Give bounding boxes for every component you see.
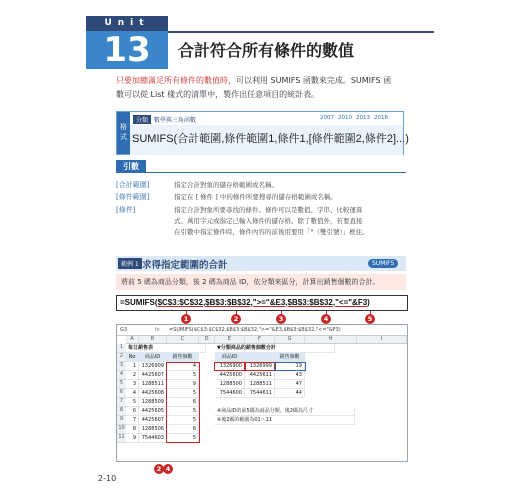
syntax-label: 格式 [117,112,130,154]
table-cell: 4425607 [139,371,167,380]
row-header: 6 [117,389,126,398]
right-table-header [245,353,275,362]
formula-part: $B$3:$B$32 [287,298,333,307]
table-cell: 3 [126,380,139,389]
formula-part: "<="&F3 [335,298,368,307]
arg-name: [條件] [116,206,136,214]
range-highlight-b [166,362,200,443]
column-header: I [357,336,407,344]
table-cell: 4425611 [245,371,275,380]
column-header: F [245,336,275,344]
category-badge: 分類 [133,115,151,124]
intro-line2: 數可以從 List 樣式的清單中，製作出任意項目的統計表。 [116,90,320,99]
row-header: 10 [117,425,126,434]
intro-rest: ，可以利用 SUMIFS 函數來完成。SUMIFS 函 [228,76,392,85]
left-table-header: 商品ID [139,353,167,362]
table-cell: 1288511 [245,380,275,389]
right-table-header: 商品ID [215,353,245,362]
table-cell: 5 [167,434,199,443]
table-cell: 4 [167,362,199,371]
syntax-formula: SUMIFS(合計範圍,條件範圍1,條件1,[條件範圍2,條件2]...) [132,133,409,145]
formula-part: , [250,298,253,307]
version-year: 2016 [374,115,388,121]
table-cell: 1326900 [215,362,245,371]
version-year: 2010 [338,115,352,121]
formula-part: , [285,298,288,307]
column-header: B [139,336,167,344]
right-table-title: ▼分類商品的銷售個數合計 [215,344,335,353]
table-cell: 19 [275,362,305,371]
row-header: 7 [117,398,126,407]
category-name: 數學與三角函數 [154,117,197,124]
table-cell: 5 [126,398,139,407]
left-table-header: No [126,353,139,362]
table-cell: 4425605 [139,407,167,416]
table-cell: 2 [126,371,139,380]
intro-highlight: 只要加總滿足所有條件的數值時 [116,76,228,85]
table-cell: 5 [167,389,199,398]
formula-bar-text[interactable]: =SUMIFS($C$3:$C$32,$B$3:$B$32,">="&E3,$B$3:$B$32,"<="&F3) [169,327,341,333]
arg-description: 指定在 [ 條件 ] 中的條件所要搜尋的儲存格範圍或名稱。 [174,193,337,201]
row-header: 1 [117,344,126,353]
table-cell: 4425608 [139,389,167,398]
cell-reference[interactable]: G3 [120,327,128,333]
row-header: 5 [117,380,126,389]
table-cell: 1288500 [215,380,245,389]
table-cell: 5 [167,371,199,380]
table-cell: 47 [275,380,305,389]
marker-bottom-2: 2 [154,464,164,474]
table-cell: 4425607 [139,416,167,425]
column-header: C [167,336,199,344]
column-header: G [275,336,305,344]
function-tag: SUMIFS [368,259,398,268]
formula-part: =SUMIFS( [120,298,158,307]
syntax-years [316,115,388,121]
formula-text [120,298,370,307]
arg-description: 指定合計對象所要尋找的條件。條件可以是數值、字串、比較運算 [174,206,363,214]
table-cell: 9 [167,380,199,389]
version-year: 2013 [356,115,370,121]
table-cell: 6 [167,398,199,407]
formula-part: , [332,298,336,307]
table-cell: 5 [167,416,199,425]
row-header: 3 [117,362,126,371]
table-cell: 1326909 [139,362,167,371]
marker-5: 5 [365,314,375,324]
table-cell: 4 [126,389,139,398]
marker-1: 1 [181,314,191,324]
formula-part: ) [367,298,370,307]
arg-description: 指定合計對象的儲存格範圍或名稱。 [174,181,278,189]
table-cell: 7 [126,416,139,425]
table-cell: 1288509 [139,398,167,407]
result-cell-highlight [274,362,306,371]
table-cell: 1288506 [139,425,167,434]
row-header: 11 [117,434,126,443]
right-table-note: ※後2碼的範圍為01～11 [215,416,355,425]
table-cell: 5 [167,407,199,416]
spreadsheet [116,324,408,462]
formula-bar [117,325,407,336]
right-table-header: 銷售個數 [275,353,305,362]
marker-4: 4 [321,314,331,324]
column-header: A [126,336,139,344]
formula-part: ">="&E3 [252,298,286,307]
table-cell: 1288511 [139,380,167,389]
left-table-title: 每日銷售表 [126,344,206,353]
arg-description: 式、萬用字元或指定已輸入條件的儲存格。除了數值外，若要直接 [174,217,363,225]
table-cell: 1326999 [245,362,275,371]
table-cell: 43 [275,371,305,380]
table-cell: 7544611 [245,389,275,398]
unit-label: Unit [86,16,168,31]
example-title: 求得指定範圍的合計 [142,260,228,271]
version-year: 2007 [320,115,334,121]
page-title: 合計符合所有條件的數值 [178,41,355,60]
args-rule [146,172,406,173]
table-cell: 6 [126,407,139,416]
marker-2: 2 [231,314,241,324]
column-header: D [199,336,215,344]
table-cell: 44 [275,389,305,398]
row-header: 4 [117,371,126,380]
table-cell: 8 [126,425,139,434]
arg-name: [條件範圍] [116,193,150,201]
intro-text [116,74,406,102]
column-header: E [215,336,245,344]
table-cell: 6 [167,425,199,434]
table-cell: 4425600 [215,371,245,380]
table-cell: 9 [126,434,139,443]
row-header: 2 [117,353,126,362]
arg-name: [合計範圍] [116,181,150,189]
marker-bottom-4: 4 [163,464,173,474]
left-table-header: 銷售個數 [167,353,199,362]
formula-part: , [202,298,206,307]
arg-description: 在引數中指定條件時，條件內容的前後用要用「"（雙引號）」框住。 [174,228,369,236]
criteria-highlight-e [214,362,246,371]
unit-number: 13 [86,31,168,69]
page-number: 2-10 [98,474,117,483]
formula-part: $B$3:$B$32 [205,298,251,307]
table-cell: 1 [126,362,139,371]
syntax-category [133,115,196,124]
table-cell: 7544603 [139,434,167,443]
row-header: 8 [117,407,126,416]
table-cell: 7544600 [215,389,245,398]
marker-3: 3 [276,314,286,324]
example-note: 將前 5 碼為商品分類，後 2 碼為商品 ID，依分類來區分，計算出銷售個數的合計。 [121,278,380,286]
example-badge: 範例 1 [118,258,142,269]
args-heading: 引數 [116,160,146,173]
row-header: 9 [117,416,126,425]
right-table-note: ※商品ID的前5碼為商品分類，後2碼為尺寸 [215,407,355,416]
criteria-highlight-f [244,362,276,371]
formula-part: $C$3:$C$32 [157,298,203,307]
column-header: H [305,336,357,344]
fx-icon[interactable]: fx [155,327,160,333]
